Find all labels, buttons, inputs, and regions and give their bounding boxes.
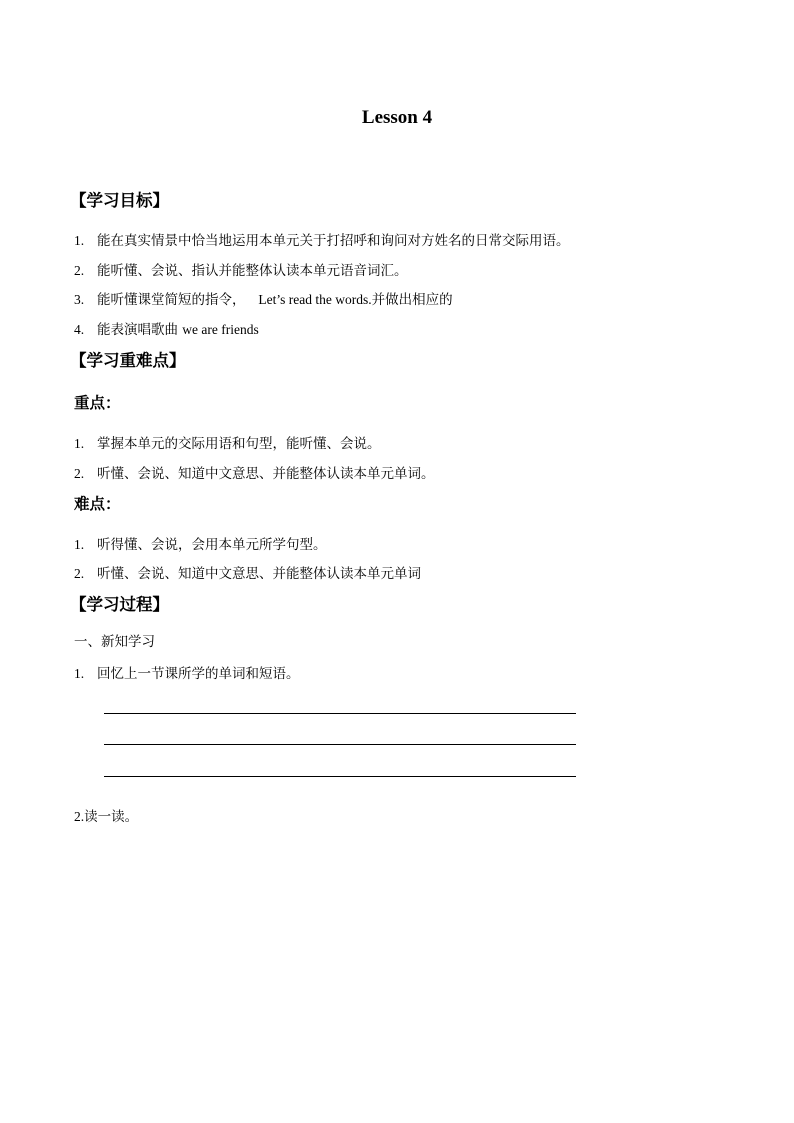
item-number: 2. xyxy=(74,809,85,824)
item-number: 1. xyxy=(74,537,85,552)
step-one xyxy=(74,665,300,683)
page-title: Lesson 4 xyxy=(361,107,433,128)
item-text: 听懂、会说、知道中文意思、并能整体认读本单元单词 xyxy=(97,566,421,582)
item-number: 1. xyxy=(74,436,85,451)
item-text: 回忆上一节课所学的单词和短语。 xyxy=(97,666,300,682)
objective-item xyxy=(74,291,453,309)
item-number: 2. xyxy=(74,466,85,481)
item-number: 1. xyxy=(74,666,85,681)
item-number: 4. xyxy=(74,322,85,337)
item-number: 2. xyxy=(74,566,85,581)
answer-blank-line[interactable] xyxy=(104,744,576,745)
answer-blank-line[interactable] xyxy=(104,776,576,777)
item-text: 听懂、会说、知道中文意思、并能整体认读本单元单词。 xyxy=(97,466,435,482)
item-text: 能在真实情景中恰当地运用本单元关于打招呼和询问对方姓名的日常交际用语。 xyxy=(97,233,570,249)
focus-item xyxy=(74,465,435,483)
objective-item xyxy=(74,321,259,339)
difficulty-item xyxy=(74,565,421,583)
item-english-text: Let’s read the words. xyxy=(258,292,372,307)
item-text: 读一读。 xyxy=(84,809,139,825)
difficulty-item xyxy=(74,536,327,554)
item-text: 掌握本单元的交际用语和句型，能听懂、会说。 xyxy=(97,436,381,452)
item-text: 听得懂、会说，会用本单元所学句型。 xyxy=(97,537,327,553)
focus-item xyxy=(74,435,381,453)
item-number: 3. xyxy=(74,292,85,307)
objective-item xyxy=(74,232,570,250)
part-one-label: 一、新知学习 xyxy=(74,634,155,650)
step-two xyxy=(74,808,138,826)
item-number: 1. xyxy=(74,233,85,248)
key-points-heading: 【学习重难点】 xyxy=(70,351,186,370)
item-text: 能听懂、会说、指认并能整体认读本单元语音词汇。 xyxy=(97,263,408,279)
process-heading: 【学习过程】 xyxy=(70,595,169,614)
item-number: 2. xyxy=(74,263,85,278)
answer-blank-line[interactable] xyxy=(104,713,576,714)
objectives-heading: 【学习目标】 xyxy=(70,191,169,210)
objective-item xyxy=(74,262,408,280)
item-text: 能听懂课堂简短的指令， xyxy=(97,292,246,308)
item-text: 并做出相应的 xyxy=(371,292,453,308)
item-english-text: we are friends xyxy=(182,322,259,337)
item-text: 能表演唱歌曲 xyxy=(97,322,178,338)
difficulty-label: 难点： xyxy=(74,495,121,513)
focus-label: 重点： xyxy=(74,394,121,412)
